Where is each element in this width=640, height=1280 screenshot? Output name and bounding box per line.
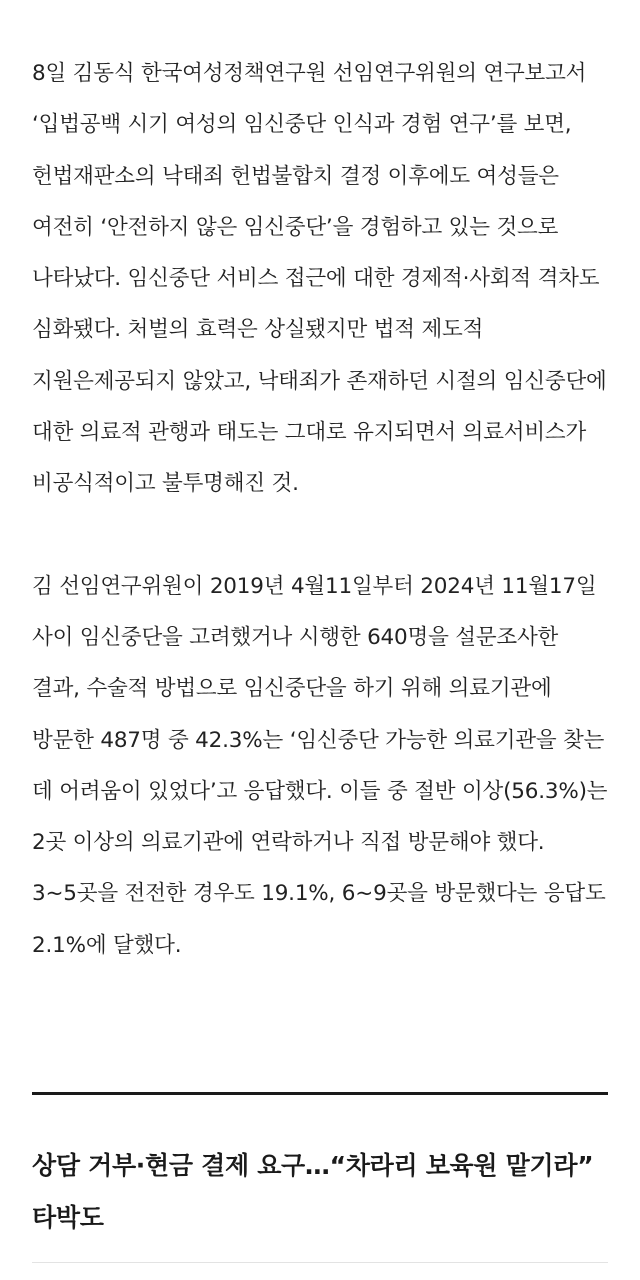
article-paragraph: 8일 김동식 한국여성정책연구원 선임연구위원의 연구보고서 ‘입법공백 시기 여성의 임신중단 인식과 경험 연구’를 보면, 헌법재판소의 낙태죄 헌법불합치 결정 이후에도 여성들은 여전히 ‘안전하지 않은 임신중단’을 경험하고 있는 것으로 나타났다. 임신중단 서비스 접근에 대한 경제적·사회적 격차도 심화됐다. 처벌의 효력은 상실됐지만 법적 제도적 지원은제공되지 않았고, 낙태죄가 존재하던 시절의 임신중단에 대한 의료적 관행과 태도는 그대로 유지되면서 의료서비스가 비공식적이고 불투명해진 것. bbox=[32, 61, 607, 497]
section-divider bbox=[32, 1092, 608, 1095]
related-article-link[interactable]: 상담 거부·현금 결제 요구…“차라리 보육원 맡기라” 타박도 bbox=[32, 1151, 594, 1232]
article-body bbox=[32, 48, 610, 971]
divider bbox=[32, 1262, 608, 1263]
article-paragraph: 김 선임연구위원이 2019년 4월11일부터 2024년 11월17일 사이 임신중단을 고려했거나 시행한 640명을 설문조사한 결과, 수술적 방법으로 임신중단을 하기 위해 의료기관에 방문한 487명 중 42.3%는 ‘임신중단 가능한 의료기관을 찾는 데 어려움이 있었다’고 응답했다. 이들 중 절반 이상(56.3%)는 2곳 이상의 의료기관에 연락하거나 직접 방문해야 했다. 3~5곳을 전전한 경우도 19.1%, 6~9곳을 방문했다는 응답도 2.1%에 달했다. bbox=[32, 573, 608, 958]
